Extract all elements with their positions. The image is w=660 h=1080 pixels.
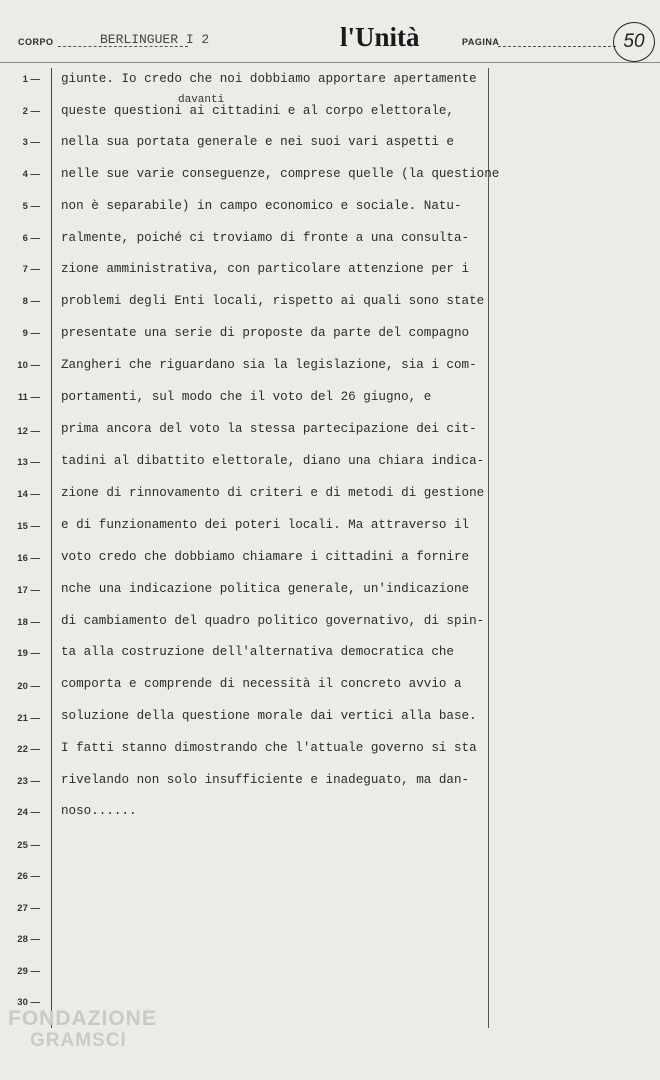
left-margin-rule bbox=[51, 68, 52, 1028]
typed-line: nelle sue varie conseguenze, comprese quelle (la questione bbox=[61, 167, 500, 181]
typed-line: comporta e comprende di necessità il concreto avvio a bbox=[61, 677, 462, 691]
corpo-label: CORPO bbox=[18, 37, 54, 47]
line-number: 21 — bbox=[17, 713, 40, 724]
line-number: 20 — bbox=[17, 681, 40, 692]
line-number: 29 — bbox=[17, 966, 40, 977]
line-number: 18 — bbox=[17, 617, 40, 628]
line-number: 14 — bbox=[17, 489, 40, 500]
typed-line: prima ancora del voto la stessa partecipazione dei cit- bbox=[61, 422, 477, 436]
line-number: 15 — bbox=[17, 521, 40, 532]
line-number: 5 — bbox=[22, 201, 40, 212]
line-number: 13 — bbox=[17, 457, 40, 468]
typed-line: I fatti stanno dimostrando che l'attuale governo si sta bbox=[61, 741, 477, 755]
typed-line: e di funzionamento dei poteri locali. Ma attraverso il bbox=[61, 518, 470, 532]
typed-line: ta alla costruzione dell'alternativa democratica che bbox=[61, 645, 454, 659]
line-number: 6 — bbox=[22, 233, 40, 244]
line-number: 12 — bbox=[17, 426, 40, 437]
typed-line: portamenti, sul modo che il voto del 26 giugno, e bbox=[61, 390, 432, 404]
line-number: 1 — bbox=[22, 74, 40, 85]
typed-line: giunte. Io credo che noi dobbiamo apportare apertamente bbox=[61, 72, 477, 86]
typed-line: zione di rinnovamento di criteri e di metodi di gestione bbox=[61, 486, 485, 500]
handwritten-page-number: 50 bbox=[613, 22, 655, 62]
line-number: 19 — bbox=[17, 648, 40, 659]
typed-line: Zangheri che riguardano sia la legislazione, sia i com- bbox=[61, 358, 477, 372]
line-number: 24 — bbox=[17, 807, 40, 818]
typed-line: nche una indicazione politica generale, un'indicazione bbox=[61, 582, 470, 596]
line-number: 9 — bbox=[22, 328, 40, 339]
typed-line: zione amministrativa, con particolare attenzione per i bbox=[61, 262, 470, 276]
typed-line: nella sua portata generale e nei suoi vari aspetti e bbox=[61, 135, 454, 149]
corpo-value: BERLINGUER I 2 bbox=[100, 32, 210, 47]
pagina-label: PAGINA bbox=[462, 37, 500, 47]
line-number: 10 — bbox=[17, 360, 40, 371]
typed-line: ralmente, poiché ci troviamo di fronte a una consulta- bbox=[61, 231, 470, 245]
line-number: 11 — bbox=[17, 392, 40, 403]
archive-watermark bbox=[8, 1008, 178, 1052]
line-number: 22 — bbox=[17, 744, 40, 755]
line-number: 26 — bbox=[17, 871, 40, 882]
typed-line: voto credo che dobbiamo chiamare i cittadini a fornire bbox=[61, 550, 470, 564]
typed-line: tadini al dibattito elettorale, diano una chiara indica- bbox=[61, 454, 485, 468]
line-number: 4 — bbox=[22, 169, 40, 180]
typed-line: di cambiamento del quadro politico governativo, di spin- bbox=[61, 614, 485, 628]
typed-line: queste questioni ai cittadini e al corpo elettorale, bbox=[61, 104, 454, 118]
typed-line: presentate una serie di proposte da parte del compagno bbox=[61, 326, 470, 340]
line-number: 8 — bbox=[22, 296, 40, 307]
handwritten-correction: davanti bbox=[178, 94, 225, 106]
header-divider bbox=[0, 62, 660, 63]
line-number: 23 — bbox=[17, 776, 40, 787]
line-number: 30 — bbox=[17, 997, 40, 1008]
line-number: 16 — bbox=[17, 553, 40, 564]
typed-line: noso...... bbox=[61, 804, 137, 818]
typed-line: non è separabile) in campo economico e sociale. Natu- bbox=[61, 199, 462, 213]
line-number: 2 — bbox=[22, 106, 40, 117]
line-number: 25 — bbox=[17, 840, 40, 851]
right-margin-rule bbox=[488, 68, 489, 1028]
line-number: 27 — bbox=[17, 903, 40, 914]
typed-line: soluzione della questione morale dai vertici alla base. bbox=[61, 709, 477, 723]
line-number: 3 — bbox=[22, 137, 40, 148]
pagina-field-line bbox=[498, 46, 616, 47]
watermark-line-2: GRAMSCI bbox=[30, 1030, 127, 1051]
line-number: 28 — bbox=[17, 934, 40, 945]
watermark-line-1: FONDAZIONE bbox=[8, 1007, 157, 1030]
typed-line: rivelando non solo insufficiente e inadeguato, ma dan- bbox=[61, 773, 470, 787]
line-number: 7 — bbox=[22, 264, 40, 275]
newspaper-masthead: l'Unità bbox=[340, 22, 420, 52]
page-header bbox=[0, 0, 660, 62]
typed-line: problemi degli Enti locali, rispetto ai quali sono state bbox=[61, 294, 485, 308]
line-number: 17 — bbox=[17, 585, 40, 596]
